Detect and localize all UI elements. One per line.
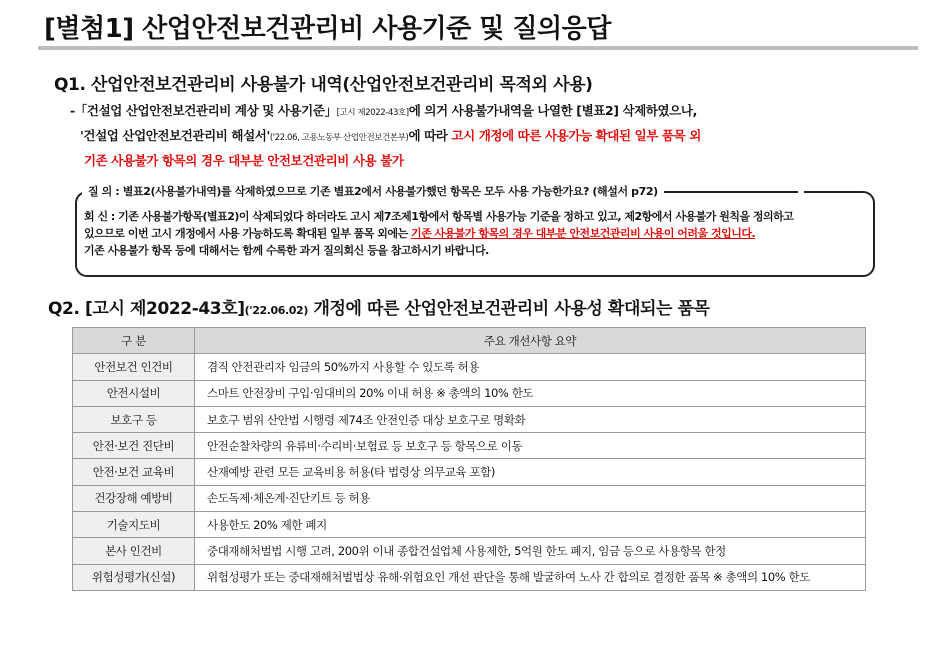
q1-line-1-text-b: 에 의거 사용불가내역을 나열한 [별표2] 삭제하였으나, — [408, 103, 697, 118]
row-summary: 스마트 안전장비 구입·임대비의 20% 이내 허용 ※ 총액의 10% 한도 — [195, 380, 866, 406]
qa-answer-line-2-red: 기존 사용불가 항목의 경우 대부분 안전보건관리비 사용이 어려울 것입니다. — [410, 227, 756, 240]
qa-answer — [84, 208, 874, 259]
title-divider — [38, 46, 918, 50]
table-row — [73, 485, 866, 511]
row-summary: 손도독제·체온계·진단키트 등 허용 — [195, 485, 866, 511]
table-row — [73, 380, 866, 406]
page-title: [별첨1] 산업안전보건관리비 사용기준 및 질의응답 — [44, 14, 611, 44]
column-header-summary: 주요 개선사항 요약 — [195, 328, 866, 354]
qa-answer-line-3: 기존 사용불가 항목 등에 대해서는 함께 수록한 과거 질의회신 등을 참고하시기 바랍니다. — [84, 244, 489, 257]
table-row — [73, 459, 866, 485]
row-category: 보호구 등 — [73, 406, 195, 432]
improvement-table — [72, 327, 866, 591]
row-category: 안전·보건 진단비 — [73, 433, 195, 459]
q1-line-2-text-b: 에 따라 — [408, 128, 452, 143]
table-row — [73, 512, 866, 538]
row-summary: 보호구 범위 산안법 시행령 제74조 안전인증 대상 보호구로 명확화 — [195, 406, 866, 432]
q2-heading — [48, 294, 710, 319]
row-summary: 사용한도 20% 제한 폐지 — [195, 512, 866, 538]
q1-line-2-red: 고시 개정에 따른 사용가능 확대된 일부 품목 외 — [451, 128, 701, 143]
q1-line-1-text-a: -「건설업 산업안전보건관리비 계상 및 사용기준」 — [70, 103, 337, 118]
table-header-row — [73, 328, 866, 354]
q2-heading-a: Q2. [고시 제2022-43호] — [48, 299, 245, 319]
q1-line-3: 기존 사용불가 항목의 경우 대부분 안전보건관리비 사용 불가 — [84, 153, 404, 168]
q1-line-2-text-a: '건설업 산업안전보건관리비 해설서' — [80, 128, 270, 143]
q1-line-1-small: [고시 제2022-43호] — [336, 108, 409, 118]
q1-line-1 — [70, 101, 697, 119]
row-category: 기술지도비 — [73, 512, 195, 538]
row-summary: 중대재해처벌법 시행 고려, 200위 이내 종합건설업체 사용제한, 5억원 한도 폐지, 임금 등으로 사용항목 한정 — [195, 538, 866, 564]
q2-heading-small: ('22.06.02) — [244, 304, 308, 317]
table-row — [73, 564, 866, 590]
column-header-category: 구 분 — [73, 328, 195, 354]
row-summary: 산재예방 관련 모든 교육비용 허용(타 법령상 의무교육 포함) — [195, 459, 866, 485]
table-row — [73, 406, 866, 432]
row-summary: 안전순찰차량의 유류비·수리비·보험료 등 보호구 등 항목으로 이동 — [195, 433, 866, 459]
qa-question — [82, 183, 804, 199]
table-row — [73, 433, 866, 459]
qa-answer-line-1: 회 신 : 기존 사용불가항목(별표2)이 삭제되었다 하더라도 고시 제7조제1항에서 항목별 사용가능 기준을 정하고 있고, 제2항에서 사용불가 원칙을 정의하고 — [84, 210, 794, 223]
qa-question-text: 질 의 : 별표2(사용불가내역)를 삭제하였으므로 기존 별표2에서 사용불가했던 항목은 모두 사용 가능한가요? (해설서 p72) — [88, 185, 658, 198]
row-category: 위험성평가(신설) — [73, 564, 195, 590]
row-summary: 겸직 안전관리자 임금의 50%까지 사용할 수 있도록 허용 — [195, 354, 866, 380]
q1-line-2 — [80, 126, 701, 144]
row-summary: 위험성평가 또는 중대재해처벌법상 유해·위험요인 개선 판단을 통해 발굴하여 노사 간 합의로 결정한 품목 ※ 총액의 10% 한도 — [195, 564, 866, 590]
qa-answer-line-2 — [84, 225, 874, 242]
table-row — [73, 538, 866, 564]
row-category: 안전보건 인건비 — [73, 354, 195, 380]
q1-heading: Q1. 산업안전보건관리비 사용불가 내역(산업안전보건관리비 목적외 사용) — [54, 75, 593, 95]
q1-line-2-small: ('22.06, 고용노동부 산업안전보건본부) — [269, 133, 409, 143]
table-row — [73, 354, 866, 380]
row-category: 안전시설비 — [73, 380, 195, 406]
row-category: 본사 인건비 — [73, 538, 195, 564]
q2-heading-b: 개정에 따른 산업안전보건관리비 사용성 확대되는 품목 — [307, 299, 710, 319]
row-category: 안전·보건 교육비 — [73, 459, 195, 485]
qa-answer-line-2-text: 있으므로 이번 고시 개정에서 사용 가능하도록 확대된 일부 품목 외에는 — [84, 227, 411, 240]
row-category: 건강장해 예방비 — [73, 485, 195, 511]
